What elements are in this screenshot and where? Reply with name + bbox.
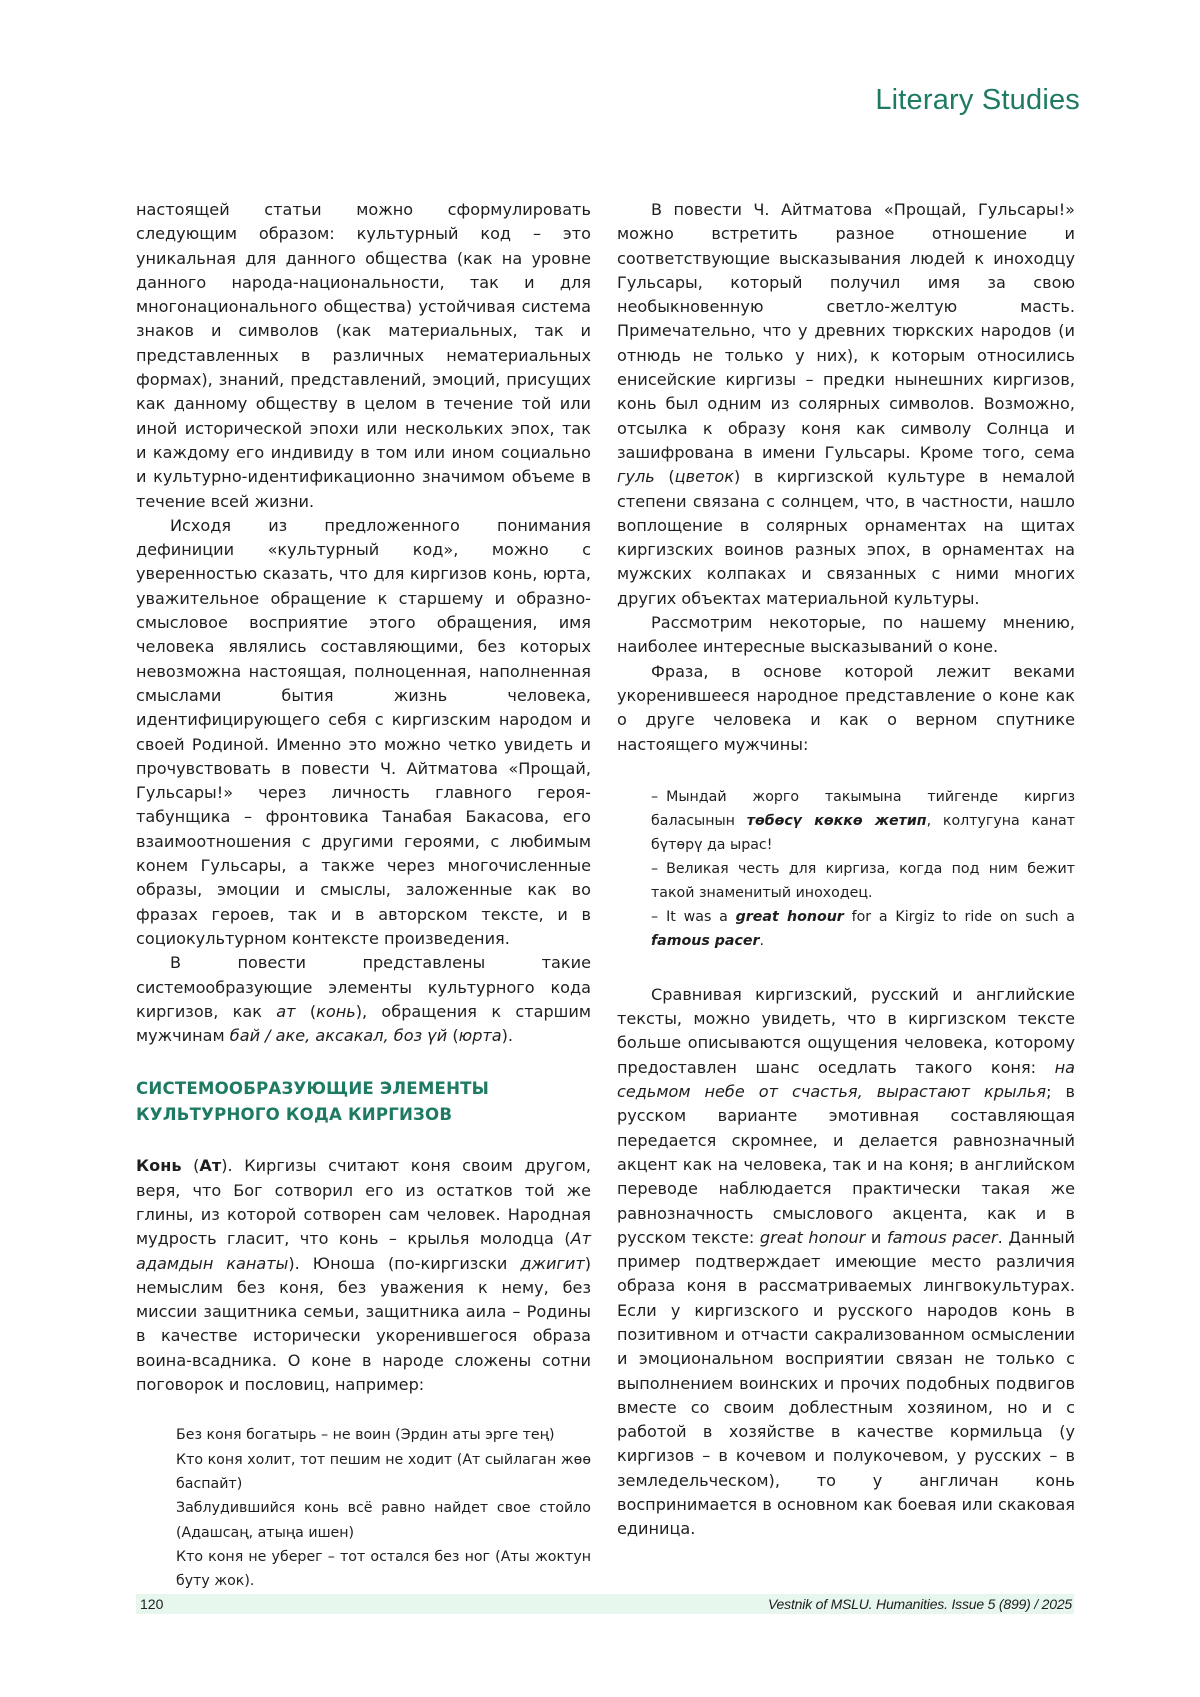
text: . Данный пример подтверждает имеющие место различия образа коня в рассматриваемых лингвокультурах. Если у киргизского и русского народов конь в позитивном и отчасти сакрализованном осмыслении и эмоциональном восприятии связан не только с выполнением воинских и прочих подобных подвигов вместе со своим доблестным хозяином, но и с работой в хозяйстве в качестве кормильца (у киргизов – в кочевом и полукочевом, у русских – в земледельческом), то у англичан конь воспринимается в основном как боевая или скаковая единица. [617,1227,1076,1539]
text: ( [654,467,675,487]
paragraph [136,1154,591,1397]
text: ), обращения к старшим мужчинам [136,1001,591,1046]
heading-line: СИСТЕМООБРАЗУЮЩИЕ ЭЛЕМЕНТЫ [136,1079,490,1099]
term: famous pacer [886,1227,998,1247]
text: . [759,932,765,949]
paragraph: Исходя из предложенного понимания дефиниции «культурный код», можно с уверенностью сказать, что для киргизов конь, юрта, уважительное обращение к старшему и образно-смысловое восприятие этого обращения, имя человека являлись составляющими, без которых невозможна настоящая, полноценная, наполненная смыслами бытия жизнь человека, идентифицирующего себя с киргизским народом и своей Родиной. Именно это можно четко увидеть и прочувствовать в повести Ч. Айтматова «Прощай, Гульсары!» через личность главного героя-табунщика – фронтовика Танабая Бакасова, его взаимоотношения с другими героями, с любимым конем Гульсары, а также через многочисленные образы, эмоции и смыслы, заложенные как во фразах героев, так и в авторском тексте, и в социокультурном контексте произведения. [136,515,591,948]
highlight: famous pacer [651,932,760,949]
text: ). Юноша (по-киргизски [288,1253,521,1273]
text: , колтугуна канат бүтөрү да ырас! [651,812,1075,853]
term: Ат адамдын канаты [136,1229,591,1273]
term: ат [276,1001,296,1021]
section-title: Literary Studies [875,84,1080,116]
paragraph [617,198,1075,611]
text: ). [501,1026,514,1046]
dash: – [651,860,659,877]
proverb: Без коня богатырь – не воин (Эрдин аты эрге тең) [176,1427,555,1444]
paragraph [617,983,1075,1542]
quote-kyrgyz [651,785,1075,857]
page-footer [136,1594,1074,1614]
text: ) немыслим без коня, без уважения к нему, без миссии защитника семьи, защитника аила – Родины в качестве исторически укоренившегося образа воина-всадника. О коне в народе сложены сотни поговорок и пословиц, например: [136,1253,591,1395]
dash: – [651,908,659,925]
highlight: great honour [735,908,844,925]
section-heading [136,1076,591,1128]
text: В повести представлены такие системообразующие элементы культурного кода киргизов, как [136,953,591,1021]
text: for a Kirgiz to ride on such a [843,908,1075,925]
text: ) в киргизской культуре в немалой степени связана с солнцем, что, в частности, нашло воплощение в солярных орнаментах на щитах киргизских воинов разных эпох, в орнаментах на мужских колпаках и связанных с ними многих других объектах материальной культуры. [617,467,1075,608]
term: цветок [674,467,734,487]
term: юрта [458,1026,502,1046]
journal-citation: Vestnik of MSLU. Humanities. Issue 5 (899) / 2025 [767,1596,1072,1612]
proverb: Кто коня не уберег – тот остался без ног (Аты жоктун буту жок). [176,1548,591,1590]
text: Мындай жорго такымына тийгенде киргиз баласынын [651,788,1075,829]
paragraph: настоящей статьи можно сформулировать следующим образом: культурный код – это уникальная для данного общества (как на уровне данного народа-национальности, так и для многонационального общества) устойчивая система знаков и символов (как материальных, так и представленных в различных нематериальных формах), знаний, представлений, эмоций, присущих как данному обществу в целом в течение той или иной исторической эпохи или нескольких эпох, так и каждому его индивиду в том или ином социально и культурно-идентификационно значимом объеме в течение всей жизни. [136,200,591,511]
paragraph: Рассмотрим некоторые, по нашему мнению, наиболее интересные высказываний о коне. [617,613,1075,657]
proverb: Кто коня холит, тот пешим не ходит (Ат сыйлаган жөө баспайт) [176,1451,591,1492]
dash: – [651,788,659,805]
term-bold: Конь [136,1156,182,1176]
text: В повести Ч. Айтматова «Прощай, Гульсары!» можно встретить разное отношение и соответствующие высказывания людей к иноходцу Гульсары, который получил имя за свою необыкновенную светло-желтую масть. Примечательно, что у древних тюркских народов (и отнюдь не только у них), к которым относились енисейские киргизы – предки нынешних киргизов, конь был одним из солярных символов. Возможно, отсылка к образу коня как символу Солнца и зашифрована в имени Гульсары. Кроме того, сема [617,200,1075,462]
highlight: төбөсү көккө жетип [746,812,927,829]
heading-line: КУЛЬТУРНОГО КОДА КИРГИЗОВ [136,1105,453,1125]
term: great honour [759,1227,866,1247]
text: Великая честь для киргиза, когда под ним бежит такой знаменитый иноходец. [651,860,1075,901]
term: джигит [520,1253,585,1273]
text: ; в русском варианте эмотивная составляющая передается скромнее, и делается равнозначный акцент как на человека, так и на коня; в английском переводе наблюдается практически такая же равнозначность смыслового акцента, как и в русском тексте: [617,1082,1076,1247]
left-column [136,198,591,1593]
quote-english [651,905,1075,953]
text: It was a [666,908,736,925]
text: ). Киргизы считают коня своим другом, веря, что Бог сотворил его из остатков той же глины, из которой сотворен сам человек. Народная мудрость гласит, что конь – крылья молодца ( [136,1156,591,1249]
proverbs-list [176,1423,591,1593]
term: гуль [617,467,655,487]
text: ( [295,1001,317,1021]
text: ( [181,1156,200,1176]
term: бай / аке, аксакал, боз үй [229,1026,448,1046]
quote-russian [651,857,1075,905]
text: ( [447,1026,459,1046]
paragraph [136,951,591,1048]
text: и [865,1227,887,1247]
page-number: 120 [140,1596,164,1612]
proverb: Заблудившийся конь всё равно найдет свое стойло (Адашсаң, атыңа ишен) [176,1500,591,1541]
paragraph: Фраза, в основе которой лежит веками укоренившееся народное представление о коне как о друге человека и как о верном спутнике настоящего мужчины: [617,661,1075,754]
quote-block [651,785,1075,953]
text: Сравнивая киргизский, русский и английские тексты, можно увидеть, что в киргизском тексте больше описываются ощущения человека, которому предоставлен шанс оседлать такого коня: [617,984,1075,1077]
term-bold: Ат [199,1156,222,1176]
term: на седьмом небе от счастья, вырастают крылья [617,1057,1075,1102]
term: конь [316,1001,356,1021]
right-column [617,198,1075,1542]
